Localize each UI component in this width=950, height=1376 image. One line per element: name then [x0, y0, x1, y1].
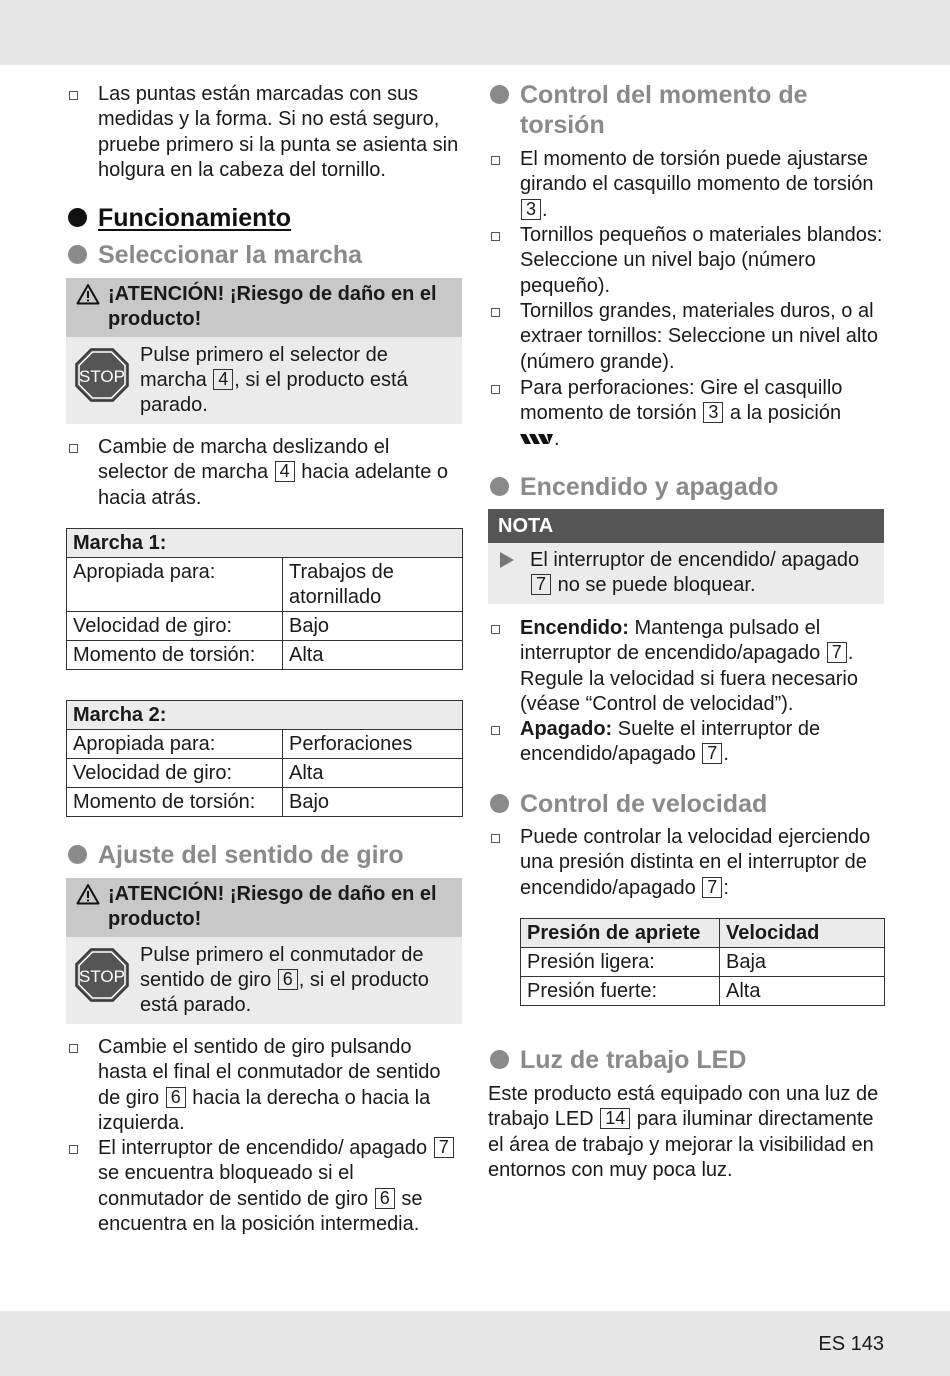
warning-box — [66, 278, 462, 424]
warning-text: Pulse primero el selector de marcha — [140, 343, 388, 391]
ref-number: 4 — [275, 461, 295, 482]
ref-number: 3 — [521, 199, 541, 220]
text-part: para iluminar directamente el área de trabajo y mejorar la visibilidad en entornos con muy poca luz. — [488, 1108, 874, 1181]
table-cell: Alta — [283, 641, 463, 670]
heading-text: Encendido y apagado — [520, 473, 779, 501]
text-part: Suelte el interruptor de encendido/apagado — [520, 718, 821, 766]
warning-header — [66, 878, 462, 937]
bullet-dot-icon — [68, 245, 87, 264]
table-header-row — [521, 919, 885, 948]
list-item — [488, 299, 884, 375]
text-part: . Regule la velocidad si fuera necesario (véase “Control de velocidad”). — [520, 642, 858, 715]
section-heading-ajuste — [66, 840, 462, 870]
stop-sign-icon — [74, 947, 130, 1003]
table-row — [67, 612, 463, 641]
bullet-text — [520, 147, 884, 223]
checkbox-square-icon — [69, 444, 78, 453]
bullet-text: Tornillos grandes, materiales duros, o al extraer tornillos: Seleccione un nivel alto (número grande). — [520, 300, 878, 373]
list-item — [66, 1035, 462, 1136]
note-title: NOTA — [488, 509, 884, 543]
text-part: Cambie de marcha deslizando el selector de marcha — [98, 436, 390, 484]
text-part: El interruptor de encendido/ apagado — [530, 549, 860, 571]
heading-text: Seleccionar la marcha — [98, 241, 363, 269]
note-box — [488, 509, 884, 604]
table-cell: Bajo — [283, 788, 463, 817]
warning-body — [66, 337, 462, 425]
heading-text: Luz de trabajo LED — [520, 1046, 747, 1074]
table-cell: Apropiada para: — [67, 558, 283, 612]
bullet-dot-icon — [490, 85, 509, 104]
table-cell: Baja — [720, 948, 885, 977]
text-part: . — [542, 198, 548, 221]
list-item — [488, 825, 884, 901]
table-cell: Momento de torsión: — [67, 788, 283, 817]
table-cell: Presión ligera: — [521, 948, 720, 977]
text-part: hacia la derecha o hacia la izquierda. — [98, 1086, 431, 1134]
table-row — [67, 788, 463, 817]
ref-number: 6 — [166, 1087, 186, 1108]
ref-number: 7 — [702, 743, 722, 764]
checkbox-square-icon — [69, 91, 78, 100]
bullet-text — [98, 1035, 462, 1136]
text-part: hacia adelante o hacia atrás. — [98, 461, 449, 509]
bullet-dot-icon — [490, 1050, 509, 1069]
heading-text: Ajuste del sentido de giro — [98, 841, 404, 869]
speed-table — [520, 918, 885, 1006]
stop-sign-icon — [74, 347, 130, 403]
text-part: . — [723, 743, 729, 766]
table-title: Marcha 1: — [67, 529, 463, 558]
gear2-table — [66, 700, 463, 817]
top-band — [0, 0, 950, 65]
ref-number: 4 — [213, 369, 233, 390]
table-cell: Velocidad de giro: — [67, 759, 283, 788]
table-header: Presión de apriete — [521, 919, 720, 948]
bullet-dot-icon — [68, 845, 87, 864]
warning-text: , si el producto está parado. — [140, 968, 429, 1017]
checkbox-square-icon — [491, 308, 500, 317]
list-item — [488, 376, 884, 452]
bold-label: Apagado: — [520, 718, 613, 740]
warning-triangle-icon — [76, 283, 100, 305]
bullet-text — [520, 825, 884, 901]
warning-text: Pulse primero el conmutador de sentido de giro — [140, 943, 424, 991]
bullet-text — [520, 616, 884, 717]
bullet-text: Tornillos pequeños o materiales blandos: Seleccione un nivel bajo (número pequeño). — [520, 224, 883, 297]
table-cell: Alta — [283, 759, 463, 788]
paragraph-luz — [488, 1082, 884, 1183]
checkbox-square-icon — [491, 232, 500, 241]
bullet-text — [98, 1136, 462, 1237]
table-header: Velocidad — [720, 919, 885, 948]
table-title: Marcha 2: — [67, 701, 463, 730]
table-cell: Alta — [720, 977, 885, 1006]
warning-title: ¡ATENCIÓN! ¡Riesgo de daño en el producto! — [108, 883, 437, 931]
svg-text:STOP: STOP — [79, 966, 125, 986]
table-cell: Apropiada para: — [67, 730, 283, 759]
table-row — [67, 730, 463, 759]
checkbox-square-icon — [69, 1145, 78, 1154]
bullet-text: Las puntas están marcadas con sus medidas y la forma. Si no está seguro, pruebe primero si la punta se asienta sin holgura en la cabeza del tornillo. — [98, 83, 459, 181]
bold-label: Encendido: — [520, 617, 629, 639]
checkbox-square-icon — [491, 625, 500, 634]
table-cell: Presión fuerte: — [521, 977, 720, 1006]
table-cell: Velocidad de giro: — [67, 612, 283, 641]
page-number: ES 143 — [818, 1333, 884, 1355]
checkbox-square-icon — [69, 1044, 78, 1053]
ref-number: 7 — [531, 574, 551, 595]
table-cell: Perforaciones — [283, 730, 463, 759]
text-part: Para perforaciones: Gire el casquillo momento de torsión — [520, 377, 843, 425]
ref-number: 3 — [703, 402, 723, 423]
text-part: . — [554, 427, 560, 450]
text-part: : — [723, 876, 729, 899]
bullet-text — [520, 376, 884, 452]
warning-header — [66, 278, 462, 337]
bullet-text — [98, 435, 462, 511]
list-item — [488, 717, 884, 768]
ref-number: 14 — [600, 1108, 630, 1129]
text-part: Este producto está equipado con una luz de trabajo LED — [488, 1083, 879, 1131]
section-heading-control-momento — [488, 80, 884, 140]
bullet-dot-icon — [490, 477, 509, 496]
text-part: no se puede bloquear. — [557, 574, 756, 597]
warning-text: , si el producto está parado. — [140, 368, 408, 417]
table-cell: Trabajos de atornillado — [283, 558, 463, 612]
table-row — [521, 948, 885, 977]
table-row — [67, 641, 463, 670]
list-item — [488, 223, 884, 299]
list-item — [66, 82, 462, 183]
section-heading-velocidad — [488, 789, 884, 819]
warning-box — [66, 878, 462, 1024]
text-part: a la posición — [729, 402, 842, 425]
ref-number: 6 — [375, 1188, 395, 1209]
gear1-table — [66, 528, 463, 670]
section-heading-seleccionar — [66, 240, 462, 270]
list-item — [488, 147, 884, 223]
arrow-right-icon — [500, 552, 514, 568]
table-row — [67, 558, 463, 612]
heading-text: Control del momento de torsión — [520, 81, 808, 139]
bullet-dot-icon — [68, 208, 87, 227]
section-heading-encendido — [488, 472, 884, 502]
text-part: El momento de torsión puede ajustarse girando el casquillo momento de torsión — [520, 148, 874, 196]
table-cell: Momento de torsión: — [67, 641, 283, 670]
checkbox-square-icon — [491, 834, 500, 843]
table-cell: Bajo — [283, 612, 463, 641]
text-part: Puede controlar la velocidad ejerciendo una presión distinta en el interruptor de encendido/apagado — [520, 826, 871, 899]
warning-title: ¡ATENCIÓN! ¡Riesgo de daño en el producto! — [108, 283, 437, 331]
list-item — [66, 1136, 462, 1237]
drill-symbol-icon — [520, 433, 554, 445]
note-body — [488, 543, 884, 604]
list-item — [66, 435, 462, 511]
checkbox-square-icon — [491, 156, 500, 165]
text-part: se encuentra bloqueado si el conmutador de sentido de giro — [98, 1162, 369, 1210]
section-heading-luz — [488, 1045, 884, 1075]
text-part: El interruptor de encendido/ apagado — [98, 1137, 428, 1159]
bullet-text — [520, 717, 884, 768]
ref-number: 7 — [434, 1137, 454, 1158]
text-part: Cambie el sentido de giro pulsando hasta el final el conmutador de sentido de giro — [98, 1036, 441, 1109]
ref-number: 6 — [278, 969, 298, 990]
table-row — [521, 977, 885, 1006]
bottom-band — [0, 1311, 950, 1376]
checkbox-square-icon — [491, 726, 500, 735]
heading-text: Control de velocidad — [520, 790, 768, 818]
svg-text:STOP: STOP — [79, 366, 125, 386]
text-part: se encuentra en la posición intermedia. — [98, 1187, 423, 1235]
warning-body — [66, 937, 462, 1025]
ref-number: 7 — [827, 642, 847, 663]
warning-triangle-icon — [76, 883, 100, 905]
checkbox-square-icon — [491, 385, 500, 394]
list-item — [488, 616, 884, 717]
bullet-dot-icon — [490, 794, 509, 813]
heading-text: Funcionamiento — [98, 204, 292, 232]
section-heading-funcionamiento — [66, 203, 462, 233]
ref-number: 7 — [702, 877, 722, 898]
table-row — [67, 759, 463, 788]
text-part: Mantenga pulsado el interruptor de encendido/apagado — [520, 617, 821, 665]
